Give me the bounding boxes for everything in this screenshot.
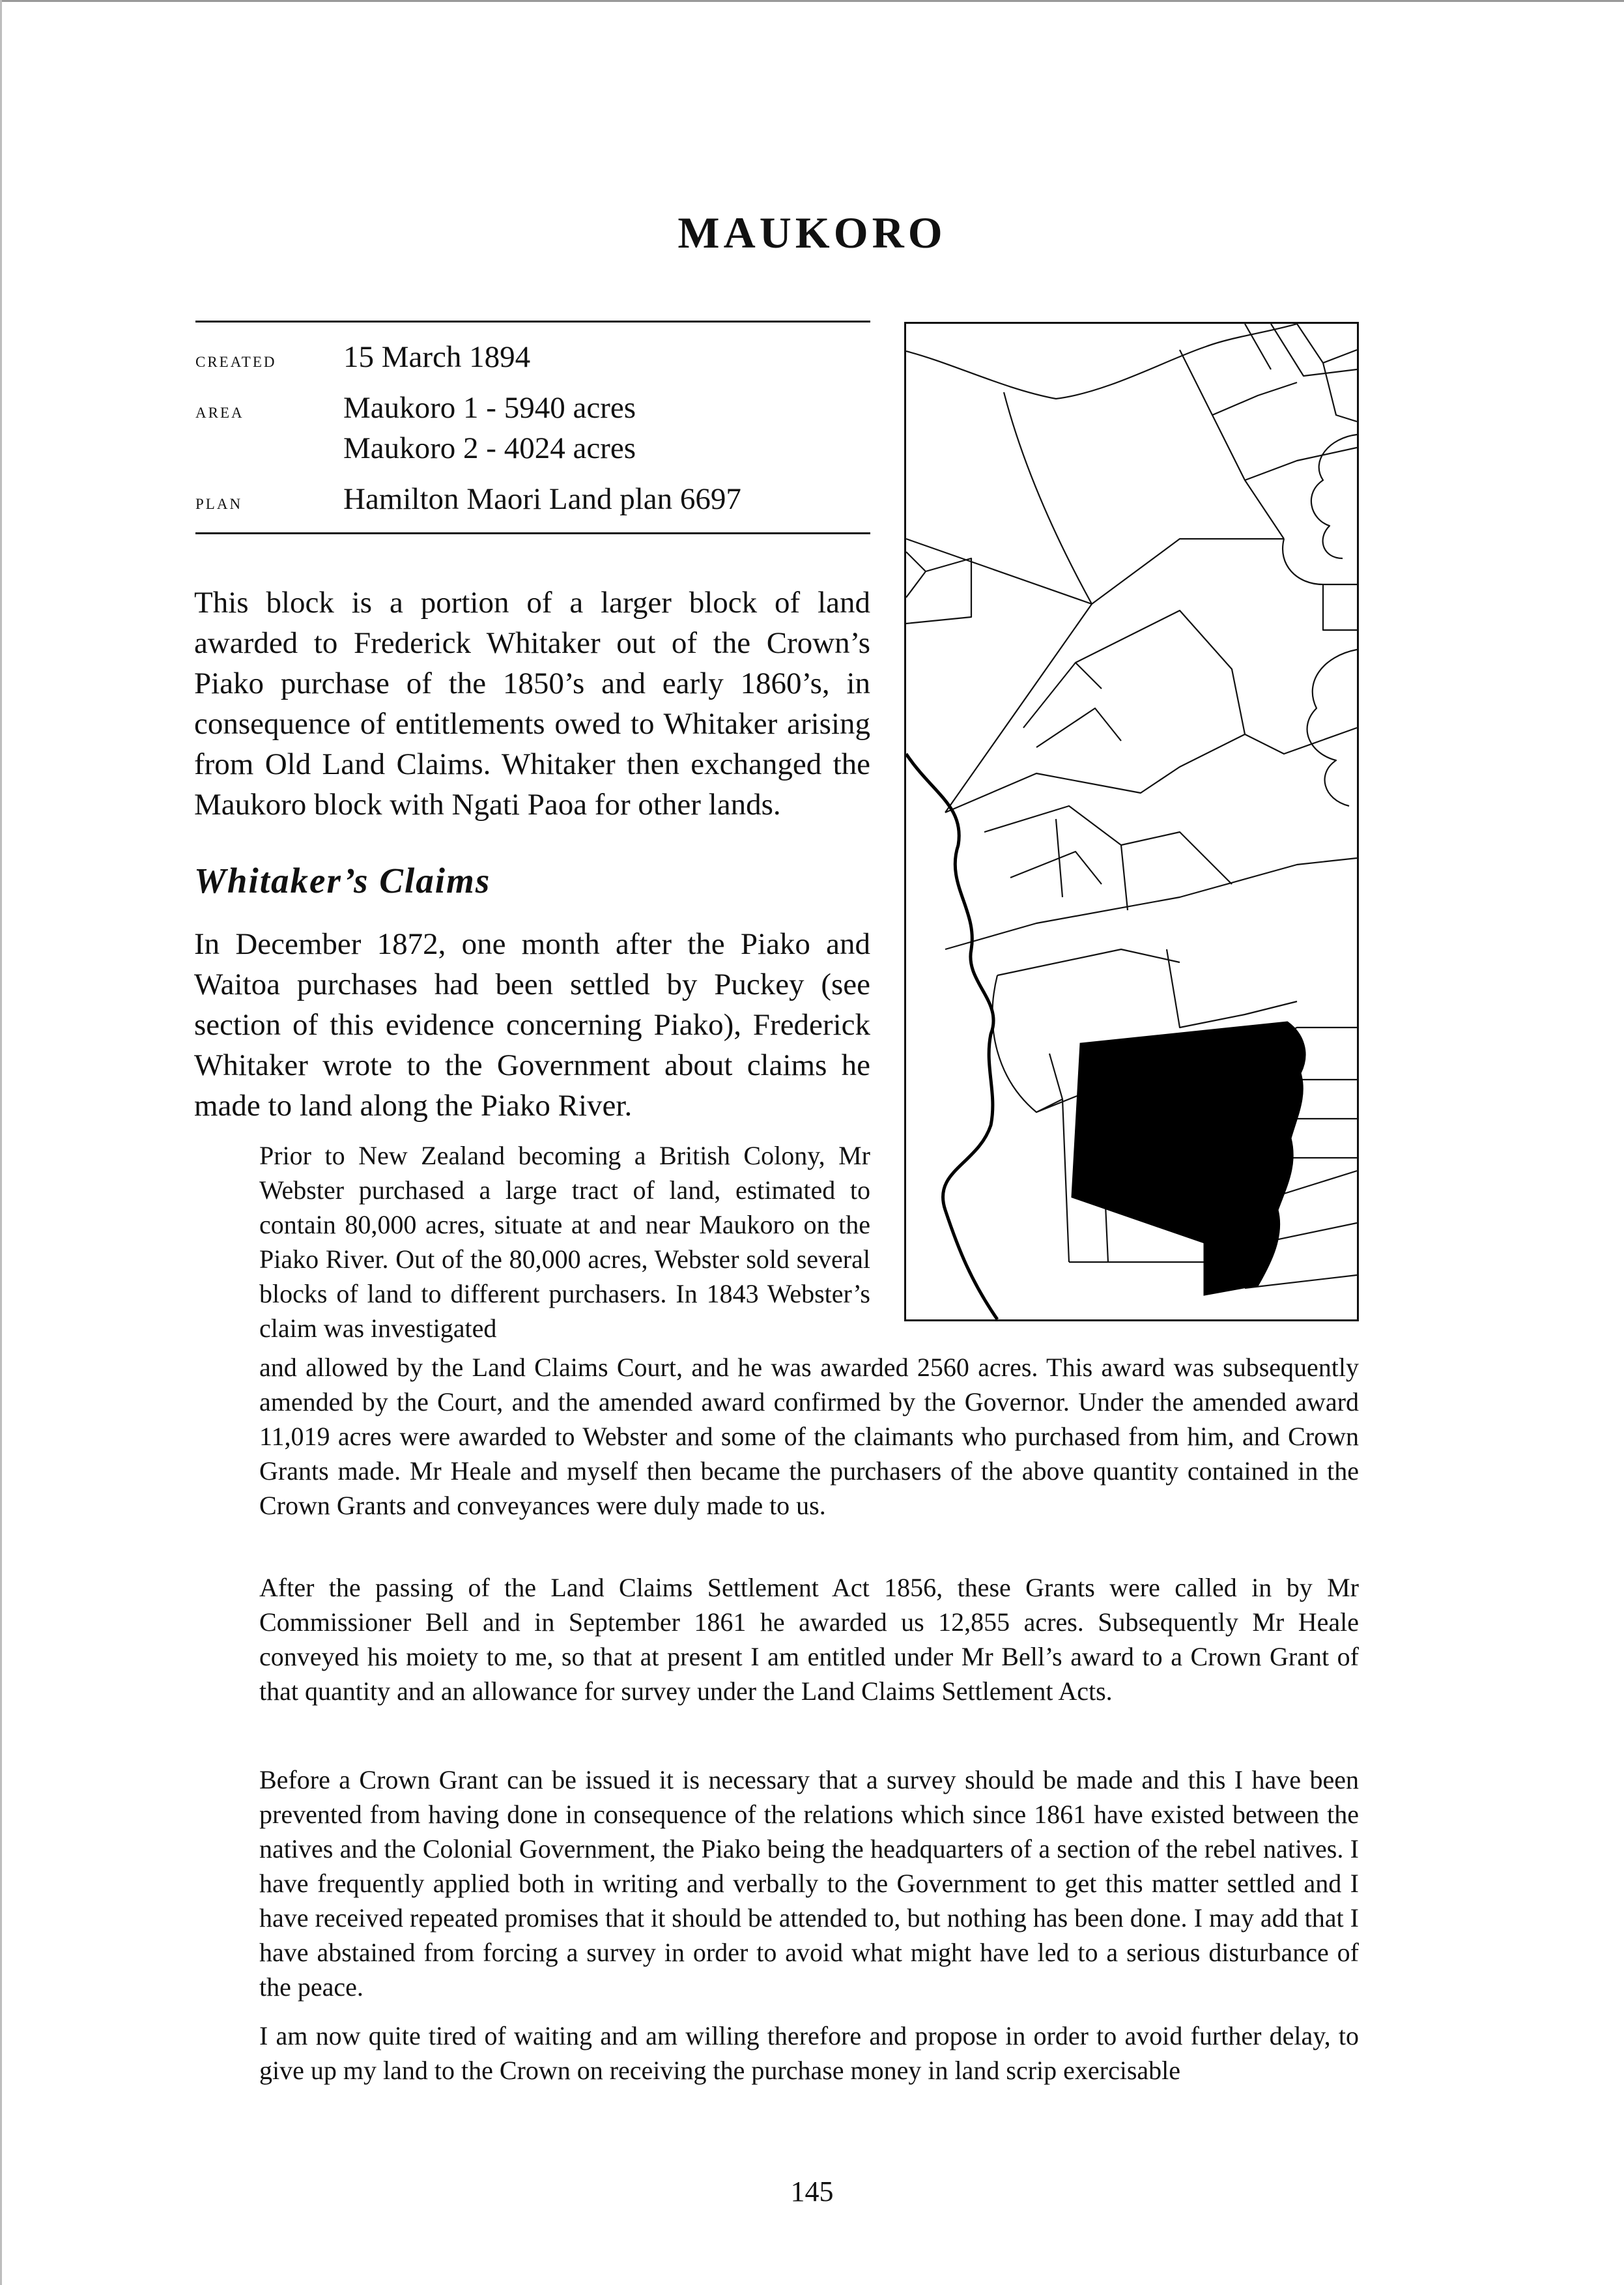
info-row-created [195,337,870,377]
page-number: 145 [790,2176,834,2207]
map-river-line [906,754,997,1319]
block-info-table [195,321,870,534]
info-label-area: area [195,399,244,423]
quote-paragraph-2: After the passing of the Land Claims Settlement Act 1856, these Grants were called in by Mr Commissioner Bell and in September 1861 he awarded us 12,855 acres. Subsequently Mr Heale conveyed his moiety to me, so that at present I am entitled under Mr Bell’s award to a Crown Grant of that quantity and an allowance for survey under the Land Claims Settlement Acts. [259,1573,1359,1706]
map-boundary-ne-corner [1245,324,1357,422]
quote-paragraph-1: Prior to New Zealand becoming a British Colony, Mr Webster purchased a large tract of land, estimated to contain 80,000 acres, situate at and near Maukoro on the Piako River. Out of the 80,000 acres, Webster sold several blocks of land to different purchasers. In 1843 Webster’s claim was investigated [259,1141,870,1343]
map-boundary-lower-lots [945,858,1357,1028]
info-values-plan [343,479,741,519]
land-block-map [904,322,1359,1321]
map-boundary-right-blob-3 [1307,650,1357,806]
map-boundary-center-lots [945,728,1357,812]
map-boundary-right-blob-2 [1283,539,1357,630]
info-label-plan: plan [195,491,243,514]
info-row-area [195,388,870,468]
section-heading: Whitaker’s Claims [194,861,491,900]
info-label-created: created [195,349,277,372]
scan-edge-left [0,0,2,2285]
quote-paragraph-1-continued: and allowed by the Land Claims Court, and he was awarded 2560 acres. This award was subsequently amended by the Court, and the amended award confirmed by the Governor. Under the amended award 11,019 acres were awarded to Webster and some of the claimants who purchased from him, and Crown Grants made. Mr Heale and myself then became the purchasers of the above quantity contained in the Crown Grants and conveyances were duly made to us. [259,1353,1359,1520]
map-boundary-diagonal-lots [1023,611,1245,747]
map-boundary-top-curve [906,324,1297,399]
info-value-created-date: 15 March 1894 [343,340,531,374]
info-value-plan: Hamilton Maori Land plan 6697 [343,482,741,516]
map-boundary-left-inlets [906,552,971,624]
scan-edge-top [0,0,1624,2]
info-value-area-maukoro-1: Maukoro 1 - 5940 acres [343,391,636,425]
info-values-created [343,337,530,377]
map-boundary-mid-wedge [906,539,1284,812]
quote-paragraph-3: Before a Crown Grant can be issued it is necessary that a survey should be made and this I have been prevented from having done in consequence of the relations which since 1861 have existed between the natives and the Colonial Government, the Piako being the headquarters of a section of the rebel natives. I have frequently applied both in writing and verbally to the Government to get this matter settled and I have received repeated promises that it should be attended to, but nothing has been done. I may add that I have abstained from forcing a survey in order to avoid what might have led to a serious disturbance of the peace. [259,1765,1359,2002]
claims-intro-paragraph: In December 1872, one month after the Piako and Waitoa purchases had been settled by Puckey (see section of this evidence concerning Piako), Frederick Whitaker wrote to the Government about claims he made to land along the Piako River. [194,927,870,1123]
map-boundary-grid-lots [984,806,1232,910]
info-values-area [343,388,636,468]
map-boundary-upper-diagonal [1004,392,1092,604]
intro-paragraph: This block is a portion of a larger block of land awarded to Frederick Whitaker out of the Crown’s Piako purchase of the 1850’s and early 1860’s, in consequence of entitlements owed to Whitaker arising from Old Land Claims. Whitaker then exchanged the Maukoro block with Ngati Paoa for other lands. [194,586,870,822]
page-title: MAUKORO [677,208,947,257]
map-boundary-ne-lots [1180,350,1357,539]
map-svg [906,324,1357,1319]
quote-paragraph-4: I am now quite tired of waiting and am willing therefore and propose in order to avoid further delay, to give up my land to the Crown on receiving the purchase money in land scrip exercisable [259,2021,1359,2085]
info-value-area-maukoro-2: Maukoro 2 - 4024 acres [343,431,636,465]
info-row-plan [195,479,870,519]
